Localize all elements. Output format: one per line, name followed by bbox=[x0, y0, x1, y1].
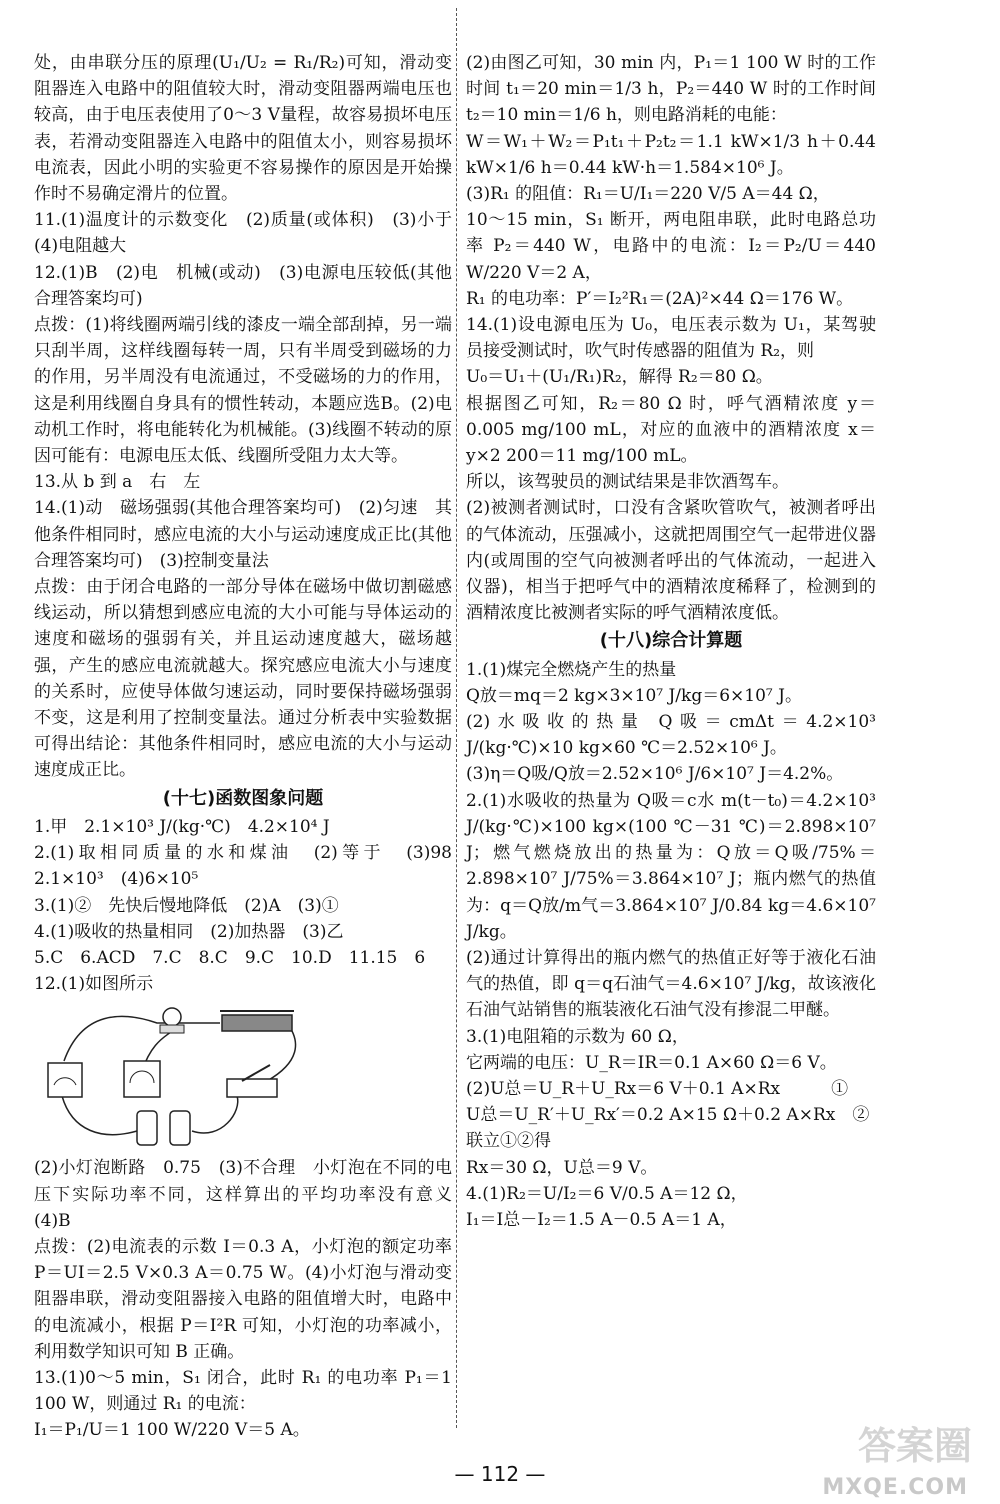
answer-paragraph: 12.(1)B (2)电 机械(或动) (3)电源电压较低(其他合理答案均可) bbox=[34, 262, 452, 309]
answer-paragraph: 3.(1)② 先快后慢地降低 (2)A (3)① bbox=[34, 895, 339, 916]
section-heading: (十八)综合计算题 bbox=[599, 630, 743, 652]
answer-paragraph: 12.(1)如图所示 bbox=[34, 974, 154, 995]
right-column bbox=[466, 50, 876, 1233]
section-heading: (十七)函数图象问题 bbox=[162, 787, 324, 809]
answer-paragraph: 点拨：由于闭合电路的一部分导体在磁场中做切割磁感线运动，所以猜想到感应电流的大小可能与导体运动的速度和磁场的强弱有关，并且运动速度越大，磁场越强，产生的感应电流就越大。探究感应电流大小与速度的关系时，应使导体做匀速运动，同时要保持磁场强弱不变，这是利用了控制变量法。通过分析表中实验数据可得出结论：其他条件相同时，感应电流的大小与运动速度成正比。 bbox=[34, 577, 452, 781]
answer-paragraph: 13.(1)0～5 min，S₁ 闭合，此时 R₁ 的电功率 P₁＝1 100 W，则通过 R₁ 的电流： bbox=[34, 1367, 452, 1415]
answer-paragraph: 13.从 b 到 a 右 左 bbox=[34, 472, 201, 493]
answer-paragraph: U₀＝U₁＋(U₁/R₁)R₂，解得 R₂＝80 Ω。 bbox=[466, 367, 773, 388]
bulb-base bbox=[160, 1025, 184, 1033]
answer-paragraph: (2)通过计算得出的瓶内燃气的热值正好等于液化石油气的热值，即 q＝q石油气＝4.6×10⁷ J/kg，故该液化石油气站销售的瓶装液化石油气没有掺混二甲醚。 bbox=[466, 947, 876, 1021]
answer-paragraph: (2)被测者测试时，口没有含紧吹管吹气，被测者呼出的气体流动，压强减小，这就把周围空气一起带进仪器内(或周围的空气向被测者呼出的气体流动，一起进入仪器)，相当于把呼气中的酒精浓度稀释了，检测到的酒精浓度比被测者实际的呼气酒精浓度低。 bbox=[466, 498, 876, 624]
answer-paragraph: (2)水吸收的热量 Q吸＝cmΔt＝4.2×10³ J/(kg·℃)×10 kg×60 ℃＝2.52×10⁶ J。 bbox=[466, 712, 876, 759]
battery bbox=[170, 1111, 190, 1145]
wire bbox=[192, 1096, 238, 1133]
rheostat bbox=[222, 1015, 292, 1031]
answer-paragraph: R₁ 的电功率：P′＝I₂²R₁＝(2A)²×44 Ω＝176 W。 bbox=[466, 288, 854, 309]
answer-paragraph: 3.(1)电阻箱的示数为 60 Ω， bbox=[466, 1026, 689, 1047]
answer-paragraph: (3)η＝Q吸/Q放＝2.52×10⁶ J/6×10⁷ J＝4.2%。 bbox=[466, 764, 844, 785]
answer-paragraph: Q放＝mq＝2 kg×3×10⁷ J/kg＝6×10⁷ J。 bbox=[466, 685, 802, 706]
answer-paragraph: 它两端的电压：U_R＝IR＝0.1 A×60 Ω＝6 V。 bbox=[466, 1052, 837, 1073]
watermark-top: 答案圈 bbox=[857, 1424, 972, 1468]
voltmeter bbox=[124, 1061, 160, 1097]
answer-paragraph: 所以，该驾驶员的测试结果是非饮酒驾车。 bbox=[466, 472, 789, 493]
answer-paragraph: 4.(1)R₂＝U/I₂＝6 V/0.5 A＝12 Ω， bbox=[466, 1183, 748, 1204]
bulb-icon bbox=[163, 1008, 181, 1026]
wire bbox=[64, 1017, 220, 1062]
ammeter bbox=[48, 1063, 82, 1097]
answer-paragraph: 5.C 6.ACD 7.C 8.C 9.C 10.D 11.15 6 bbox=[34, 947, 426, 968]
answer-paragraph: (2)U总＝U_R＋U_Rx＝6 V＋0.1 A×Rx ① bbox=[466, 1078, 849, 1099]
answer-paragraph: (2)由图乙可知，30 min 内，P₁＝1 100 W 时的工作时间 t₁＝20 min＝1/3 h，P₂＝440 W 时的工作时间 t₂＝10 min＝1/6 h，则电路消耗的电能： bbox=[466, 53, 876, 126]
answer-paragraph: 点拨：(2)电流表的示数 I＝0.3 A，小灯泡的额定功率 P＝UI＝2.5 V×0.3 A＝0.75 W。(4)小灯泡与滑动变阻器串联，滑动变阻器接入电路的阻值增大时，电路中的电流减小，根据 P＝I²R 可知，小灯泡的功率减小，利用数学知识可知 B 正确。 bbox=[34, 1236, 452, 1362]
wire bbox=[267, 1031, 296, 1081]
answer-paragraph: U总＝U_R′＋U_Rx′＝0.2 A×15 Ω＋0.2 A×Rx ② bbox=[466, 1105, 870, 1126]
page-number: — 112 — bbox=[454, 1462, 546, 1486]
watermark-url: MXQE.COM bbox=[822, 1475, 968, 1500]
left-column bbox=[34, 50, 469, 1444]
answer-paragraph: 点拨：(1)将线圈两端引线的漆皮一端全部刮掉，另一端只刮半周，这样线圈每转一周，只有半周受到磁场的力的作用，另半周没有电流通过，不受磁场的力的作用，这是利用线圈自身具有的惯性转动，本题应选B。(2)电动机工作时，将电能转化为机械能。(3)线圈不转动的原因可能有：电源电压太低、线圈所受阻力太大等。 bbox=[34, 315, 452, 467]
watermark-logo bbox=[822, 1422, 990, 1504]
answer-paragraph: (3)R₁ 的阻值：R₁＝U/I₁＝220 V/5 A＝44 Ω， bbox=[466, 184, 830, 205]
switch bbox=[227, 1079, 277, 1097]
battery bbox=[137, 1111, 157, 1145]
answer-paragraph: 1.(1)煤完全燃烧产生的热量 bbox=[466, 659, 677, 680]
answer-paragraph: I₁＝P₁/U＝1 100 W/220 V＝5 A。 bbox=[34, 1420, 310, 1441]
answer-paragraph: 2.(1)水吸收的热量为 Q吸＝c水 m(t－t₀)＝4.2×10³ J/(kg·℃)×100 kg×(100 ℃－31 ℃)＝2.898×10⁷ J；燃气燃烧放出的热量为：Q放＝Q吸/75%＝2.898×10⁷ J/75%＝3.864×10⁷ J；瓶内燃气的热值为：q＝Q放/m气＝3.864×10⁷ J/0.84 kg＝4.6×10⁷ J/kg。 bbox=[466, 790, 876, 942]
answer-paragraph: 10～15 min，S₁ 断开，两电阻串联，此时电路总功率 P₂＝440 W，电路中的电流：I₂＝P₂/U＝440 W/220 V＝2 A， bbox=[466, 210, 876, 283]
answer-paragraph: I₁＝I总－I₂＝1.5 A－0.5 A＝1 A， bbox=[466, 1209, 737, 1230]
answer-paragraph: 14.(1)设电源电压为 U₀，电压表示数为 U₁，某驾驶员接受测试时，吹气时传感器的阻值为 R₂，则 bbox=[466, 315, 876, 362]
answer-paragraph: 根据图乙可知，R₂＝80 Ω 时，呼气酒精浓度 y＝0.005 mg/100 mL，对应的血液中的酒精浓度 x＝y×2 200＝11 mg/100 mL。 bbox=[466, 393, 876, 467]
answer-paragraph: 1.甲 2.1×10³ J/(kg·℃) 4.2×10⁴ J bbox=[34, 816, 330, 837]
answer-paragraph: 11.(1)温度计的示数变化 (2)质量(或体积) (3)小于 (4)电阻越大 bbox=[34, 210, 469, 257]
answer-paragraph: 联立①②得 bbox=[466, 1131, 551, 1152]
circuit-diagram bbox=[42, 1001, 342, 1151]
answer-paragraph: 处，由串联分压的原理(U₁/U₂ = R₁/R₂)可知，滑动变阻器连入电路中的阻值较大时，滑动变阻器两端电压也较高，由于电压表使用了0～3 V量程，故容易损坏电压表，若滑动变阻器连入电路中的阻值太小，则容易损坏电流表，因此小明的实验更不容易操作的原因是开始操作时不易确定滑片的位置。 bbox=[34, 53, 452, 205]
wire bbox=[62, 1096, 137, 1135]
answer-paragraph: 4.(1)吸收的热量相同 (2)加热器 (3)乙 bbox=[34, 921, 344, 942]
answer-paragraph: (2)小灯泡断路 0.75 (3)不合理 小灯泡在不同的电压下实际功率不同，这样算出的平均功率没有意义 (4)B bbox=[34, 1158, 469, 1231]
answer-paragraph: 14.(1)动 磁场强弱(其他合理答案均可) (2)匀速 其他条件相同时，感应电流的大小与运动速度成正比(其他合理答案均可) (3)控制变量法 bbox=[34, 498, 452, 571]
answer-paragraph: W＝W₁＋W₂＝P₁t₁＋P₂t₂＝1.1 kW×1/3 h＋0.44 kW×1/6 h＝0.44 kW·h＝1.584×10⁶ J。 bbox=[466, 131, 876, 178]
answer-paragraph: 2.(1)取相同质量的水和煤油 (2)等于 (3)98 2.1×10³ (4)6×10⁵ bbox=[34, 843, 469, 890]
answer-paragraph: Rx＝30 Ω，U总＝9 V。 bbox=[466, 1157, 658, 1178]
